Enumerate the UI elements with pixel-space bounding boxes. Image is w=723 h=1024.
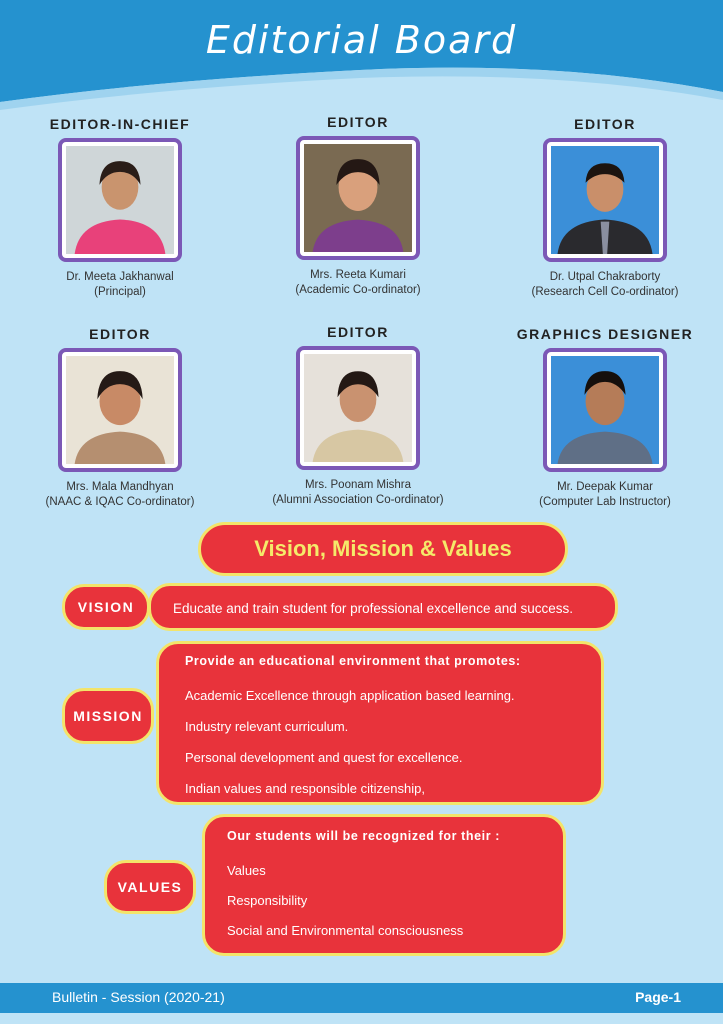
person-card: [258, 324, 458, 508]
person-photo: [66, 356, 174, 464]
vision-text: Educate and train student for professional excellence and success.: [148, 583, 618, 631]
person-name: Dr. Utpal Chakraborty: [549, 271, 661, 283]
page-title: Editorial Board: [205, 18, 518, 62]
person-designation: (Alumni Association Co-ordinator): [272, 494, 444, 506]
person-designation: (NAAC & IQAC Co-ordinator): [45, 496, 195, 508]
person-photo: [66, 146, 174, 254]
values-heading: Our students will be recognized for their :: [227, 829, 501, 843]
values-tag: VALUES: [104, 860, 196, 914]
person-name: Mrs. Reeta Kumari: [310, 269, 406, 281]
person-name: Dr. Meeta Jakhanwal: [66, 271, 174, 283]
vmv-title: Vision, Mission & Values: [198, 522, 568, 576]
person-card: [20, 116, 220, 300]
footer-session: Bulletin - Session (2020-21): [52, 989, 225, 1005]
person-card: [505, 326, 705, 510]
person-photo: [304, 144, 412, 252]
values-item: Social and Environmental consciousness: [227, 923, 464, 938]
values-item: Values: [227, 863, 266, 878]
person-role: EDITOR: [327, 324, 389, 340]
person-photo-frame: [296, 136, 420, 260]
person-card: [258, 114, 458, 298]
mission-item: Personal development and quest for excellence.: [185, 750, 463, 765]
mission-heading: Provide an educational environment that promotes:: [185, 654, 521, 668]
person-card: [505, 116, 705, 300]
person-name: Mrs. Poonam Mishra: [304, 479, 412, 491]
person-name: Mr. Deepak Kumar: [557, 481, 653, 493]
person-photo-frame: [543, 138, 667, 262]
mission-box: [156, 641, 604, 805]
person-photo: [551, 146, 659, 254]
person-photo-frame: [543, 348, 667, 472]
footer-bar: [0, 983, 723, 1013]
person-role: EDITOR: [89, 326, 151, 342]
person-photo-frame: [58, 348, 182, 472]
person-designation: (Research Cell Co-ordinator): [531, 286, 679, 298]
person-photo-frame: [58, 138, 182, 262]
person-card: [20, 326, 220, 510]
person-designation: (Academic Co-ordinator): [295, 284, 421, 296]
person-photo: [551, 356, 659, 464]
person-role: GRAPHICS DESIGNER: [516, 326, 694, 342]
page-number: Page-1: [635, 989, 681, 1005]
person-role: EDITOR-IN-CHIEF: [49, 116, 191, 132]
mission-tag: MISSION: [62, 688, 154, 744]
values-box: [202, 814, 566, 956]
person-photo: [304, 354, 412, 462]
person-name: Mrs. Mala Mandhyan: [66, 481, 174, 493]
person-designation: (Computer Lab Instructor): [539, 496, 671, 508]
person-role: EDITOR: [327, 114, 389, 130]
person-role: EDITOR: [574, 116, 636, 132]
vision-tag: VISION: [62, 584, 150, 630]
person-designation: (Principal): [94, 286, 146, 298]
values-item: Responsibility: [227, 893, 308, 908]
mission-item: Industry relevant curriculum.: [185, 719, 349, 734]
mission-item: Indian values and responsible citizenship,: [185, 781, 425, 796]
person-photo-frame: [296, 346, 420, 470]
mission-item: Academic Excellence through application based learning.: [185, 688, 515, 703]
